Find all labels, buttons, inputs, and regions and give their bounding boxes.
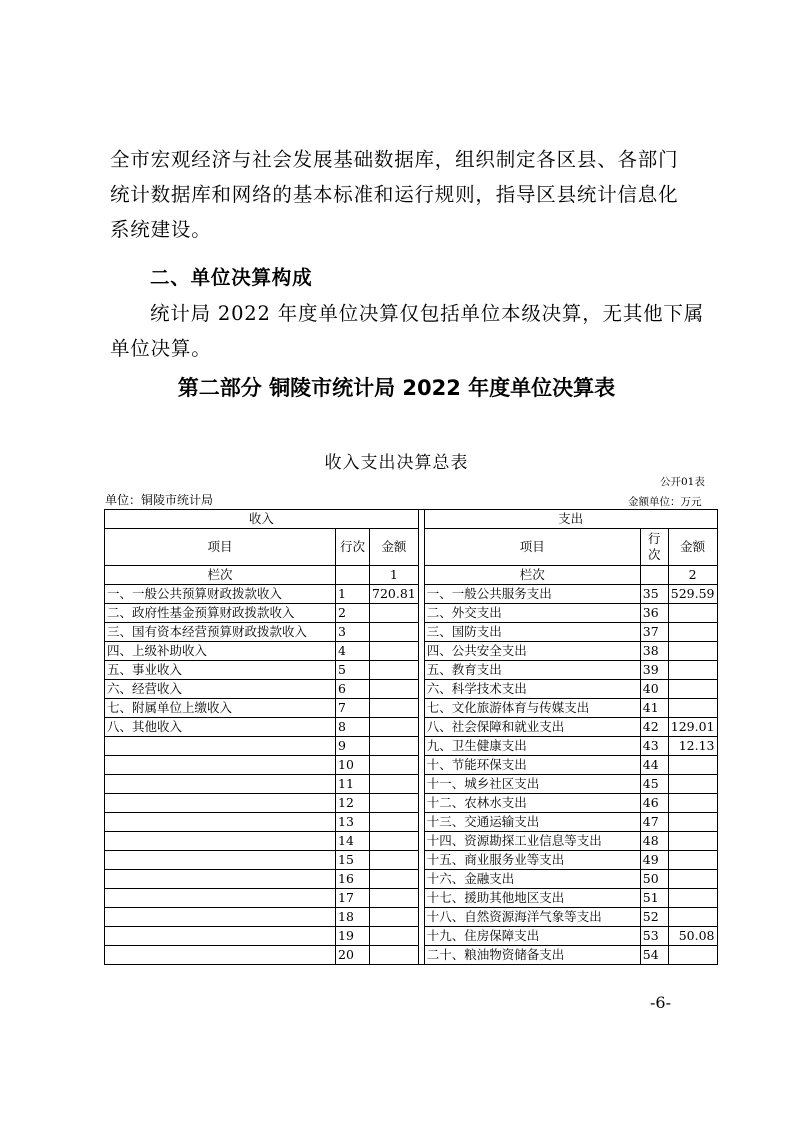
income-item-cell: 五、事业收入 xyxy=(105,661,336,680)
expense-line-no-cell: 46 xyxy=(640,794,668,813)
expense-line-no-cell: 39 xyxy=(640,661,668,680)
table-row xyxy=(105,927,718,946)
income-item-cell xyxy=(105,889,336,908)
expense-line-no-cell: 47 xyxy=(640,813,668,832)
income-amount-cell xyxy=(370,737,419,756)
expense-line-no-cell: 54 xyxy=(640,946,668,965)
intro-paragraph xyxy=(110,142,700,247)
income-line-no-cell: 16 xyxy=(336,870,370,889)
form-code: 公开01表 xyxy=(660,476,705,488)
expense-line-no-cell: 52 xyxy=(640,908,668,927)
table-row xyxy=(105,737,718,756)
income-item-cell: 七、附属单位上缴收入 xyxy=(105,699,336,718)
expense-amount-cell: 50.08 xyxy=(668,927,717,946)
table-row xyxy=(105,908,718,927)
table-row xyxy=(105,775,718,794)
income-line-no-cell: 14 xyxy=(336,832,370,851)
income-amount-cell xyxy=(370,718,419,737)
expense-item-cell: 二十、粮油物资储备支出 xyxy=(424,946,640,965)
table-header-row xyxy=(105,510,718,529)
budget-table xyxy=(104,509,718,965)
intro-line: 系统建设。 xyxy=(110,218,212,241)
expense-item-cell: 十二、农林水支出 xyxy=(424,794,640,813)
income-item-cell xyxy=(105,813,336,832)
table-row xyxy=(105,756,718,775)
expense-item-cell: 一、一般公共服务支出 xyxy=(424,585,640,604)
income-amount-cell: 720.81 xyxy=(370,585,419,604)
income-item-cell: 一、一般公共预算财政拨款收入 xyxy=(105,585,336,604)
expense-amount-cell xyxy=(668,870,717,889)
expense-amount-cell xyxy=(668,794,717,813)
expense-amount-cell xyxy=(668,908,717,927)
table-row xyxy=(105,870,718,889)
table-row xyxy=(105,604,718,623)
income-line-no-cell: 9 xyxy=(336,737,370,756)
lanci-empty xyxy=(336,566,370,585)
table-row xyxy=(105,642,718,661)
income-line-no-cell: 12 xyxy=(336,794,370,813)
income-line-no-cell: 19 xyxy=(336,927,370,946)
income-line-no-cell: 6 xyxy=(336,680,370,699)
income-amount-cell xyxy=(370,832,419,851)
col-amount-expense: 金额 xyxy=(668,529,717,566)
income-header: 收入 xyxy=(105,510,419,529)
table-title: 收入支出决算总表 xyxy=(324,453,469,473)
income-line-no-cell: 4 xyxy=(336,642,370,661)
income-line-no-cell: 20 xyxy=(336,946,370,965)
income-line-no-cell: 8 xyxy=(336,718,370,737)
table-row xyxy=(105,794,718,813)
expense-amount-cell: 12.13 xyxy=(668,737,717,756)
table-row xyxy=(105,623,718,642)
income-line-no-cell: 13 xyxy=(336,813,370,832)
expense-line-no-cell: 43 xyxy=(640,737,668,756)
expense-amount-cell xyxy=(668,699,717,718)
expense-amount-cell: 529.59 xyxy=(668,585,717,604)
expense-item-cell: 十七、援助其他地区支出 xyxy=(424,889,640,908)
expense-line-no-cell: 49 xyxy=(640,851,668,870)
table-row xyxy=(105,946,718,965)
intro-line: 统计数据库和网络的基本标准和运行规则，指导区县统计信息化 xyxy=(110,183,679,206)
income-item-cell xyxy=(105,908,336,927)
expense-line-no-cell: 42 xyxy=(640,718,668,737)
expense-item-cell: 十八、自然资源海洋气象等支出 xyxy=(424,908,640,927)
income-item-cell xyxy=(105,851,336,870)
expense-amount-cell xyxy=(668,889,717,908)
income-item-cell xyxy=(105,756,336,775)
lanci-no-expense: 2 xyxy=(668,566,717,585)
income-amount-cell xyxy=(370,946,419,965)
expense-line-no-cell: 40 xyxy=(640,680,668,699)
expense-item-cell: 五、教育支出 xyxy=(424,661,640,680)
expense-item-cell: 十六、金融支出 xyxy=(424,870,640,889)
table-row xyxy=(105,813,718,832)
income-item-cell xyxy=(105,832,336,851)
income-amount-cell xyxy=(370,889,419,908)
expense-line-no-cell: 51 xyxy=(640,889,668,908)
expense-item-cell: 十五、商业服务业等支出 xyxy=(424,851,640,870)
col-item-income: 项目 xyxy=(105,529,336,566)
lanci-label-income: 栏次 xyxy=(105,566,336,585)
income-item-cell: 三、国有资本经营预算财政拨款收入 xyxy=(105,623,336,642)
income-amount-cell xyxy=(370,870,419,889)
income-amount-cell xyxy=(370,699,419,718)
expense-amount-cell xyxy=(668,680,717,699)
expense-item-cell: 十三、交通运输支出 xyxy=(424,813,640,832)
income-line-no-cell: 5 xyxy=(336,661,370,680)
expense-amount-cell xyxy=(668,946,717,965)
intro-line: 全市宏观经济与社会发展基础数据库，组织制定各区县、各部门 xyxy=(110,148,679,171)
income-item-cell xyxy=(105,737,336,756)
expense-item-cell: 三、国防支出 xyxy=(424,623,640,642)
expense-amount-cell xyxy=(668,775,717,794)
expense-line-no-cell: 35 xyxy=(640,585,668,604)
expense-amount-cell xyxy=(668,813,717,832)
table-row xyxy=(105,718,718,737)
section-body-line: 统计局 2022 年度单位决算仅包括单位本级决算，无其他下属 xyxy=(150,302,705,325)
income-amount-cell xyxy=(370,775,419,794)
expense-amount-cell xyxy=(668,851,717,870)
income-line-no-cell: 2 xyxy=(336,604,370,623)
col-line-no-expense: 行 次 xyxy=(640,529,668,566)
expense-amount-cell xyxy=(668,832,717,851)
expense-item-cell: 七、文化旅游体育与传媒支出 xyxy=(424,699,640,718)
income-item-cell: 四、上级补助收入 xyxy=(105,642,336,661)
expense-amount-cell xyxy=(668,642,717,661)
income-line-no-cell: 17 xyxy=(336,889,370,908)
table-row xyxy=(105,889,718,908)
income-item-cell: 二、政府性基金预算财政拨款收入 xyxy=(105,604,336,623)
income-amount-cell xyxy=(370,604,419,623)
amount-unit: 金额单位：万元 xyxy=(628,496,702,508)
income-item-cell xyxy=(105,946,336,965)
section-body xyxy=(110,296,705,366)
expense-item-cell: 二、外交支出 xyxy=(424,604,640,623)
col-item-expense: 项目 xyxy=(424,529,640,566)
table-row xyxy=(105,661,718,680)
expense-item-cell: 十九、住房保障支出 xyxy=(424,927,640,946)
expense-amount-cell xyxy=(668,623,717,642)
income-item-cell: 六、经营收入 xyxy=(105,680,336,699)
income-item-cell xyxy=(105,870,336,889)
income-item-cell: 八、其他收入 xyxy=(105,718,336,737)
income-amount-cell xyxy=(370,908,419,927)
lanci-row xyxy=(105,566,718,585)
income-item-cell xyxy=(105,794,336,813)
table-row xyxy=(105,832,718,851)
expense-item-cell: 十一、城乡社区支出 xyxy=(424,775,640,794)
table-row xyxy=(105,585,718,604)
expense-line-no-cell: 45 xyxy=(640,775,668,794)
lanci-label-expense: 栏次 xyxy=(424,566,640,585)
expense-line-no-cell: 48 xyxy=(640,832,668,851)
income-amount-cell xyxy=(370,851,419,870)
expense-amount-cell xyxy=(668,661,717,680)
expense-item-cell: 九、卫生健康支出 xyxy=(424,737,640,756)
income-line-no-cell: 18 xyxy=(336,908,370,927)
column-header-row xyxy=(105,529,718,566)
income-line-no-cell: 15 xyxy=(336,851,370,870)
expense-header: 支出 xyxy=(424,510,717,529)
lanci-empty xyxy=(640,566,668,585)
income-line-no-cell: 7 xyxy=(336,699,370,718)
expense-amount-cell xyxy=(668,604,717,623)
expense-line-no-cell: 38 xyxy=(640,642,668,661)
expense-line-no-cell: 41 xyxy=(640,699,668,718)
expense-item-cell: 八、社会保障和就业支出 xyxy=(424,718,640,737)
income-amount-cell xyxy=(370,661,419,680)
expense-item-cell: 十四、资源勘探工业信息等支出 xyxy=(424,832,640,851)
income-line-no-cell: 1 xyxy=(336,585,370,604)
table-row xyxy=(105,851,718,870)
income-amount-cell xyxy=(370,756,419,775)
income-amount-cell xyxy=(370,642,419,661)
expense-line-no-cell: 37 xyxy=(640,623,668,642)
expense-line-no-cell: 53 xyxy=(640,927,668,946)
expense-amount-cell xyxy=(668,756,717,775)
col-amount-income: 金额 xyxy=(370,529,419,566)
expense-line-no-cell: 50 xyxy=(640,870,668,889)
expense-item-cell: 六、科学技术支出 xyxy=(424,680,640,699)
table-row xyxy=(105,680,718,699)
income-amount-cell xyxy=(370,680,419,699)
expense-amount-cell: 129.01 xyxy=(668,718,717,737)
section-heading: 二、单位决算构成 xyxy=(150,266,313,289)
part-title: 第二部分 铜陵市统计局 2022 年度单位决算表 xyxy=(177,376,616,400)
page-number: -6- xyxy=(650,993,671,1012)
section-body-line: 单位决算。 xyxy=(110,337,212,360)
income-amount-cell xyxy=(370,927,419,946)
income-amount-cell xyxy=(370,813,419,832)
expense-line-no-cell: 36 xyxy=(640,604,668,623)
unit-label: 单位：铜陵市统计局 xyxy=(105,493,214,507)
income-amount-cell xyxy=(370,794,419,813)
expense-line-no-cell: 44 xyxy=(640,756,668,775)
income-item-cell xyxy=(105,927,336,946)
lanci-no-income: 1 xyxy=(370,566,419,585)
income-line-no-cell: 3 xyxy=(336,623,370,642)
income-line-no-cell: 11 xyxy=(336,775,370,794)
income-item-cell xyxy=(105,775,336,794)
table-row xyxy=(105,699,718,718)
col-line-no-income: 行次 xyxy=(336,529,370,566)
income-amount-cell xyxy=(370,623,419,642)
expense-item-cell: 四、公共安全支出 xyxy=(424,642,640,661)
expense-item-cell: 十、节能环保支出 xyxy=(424,756,640,775)
income-line-no-cell: 10 xyxy=(336,756,370,775)
